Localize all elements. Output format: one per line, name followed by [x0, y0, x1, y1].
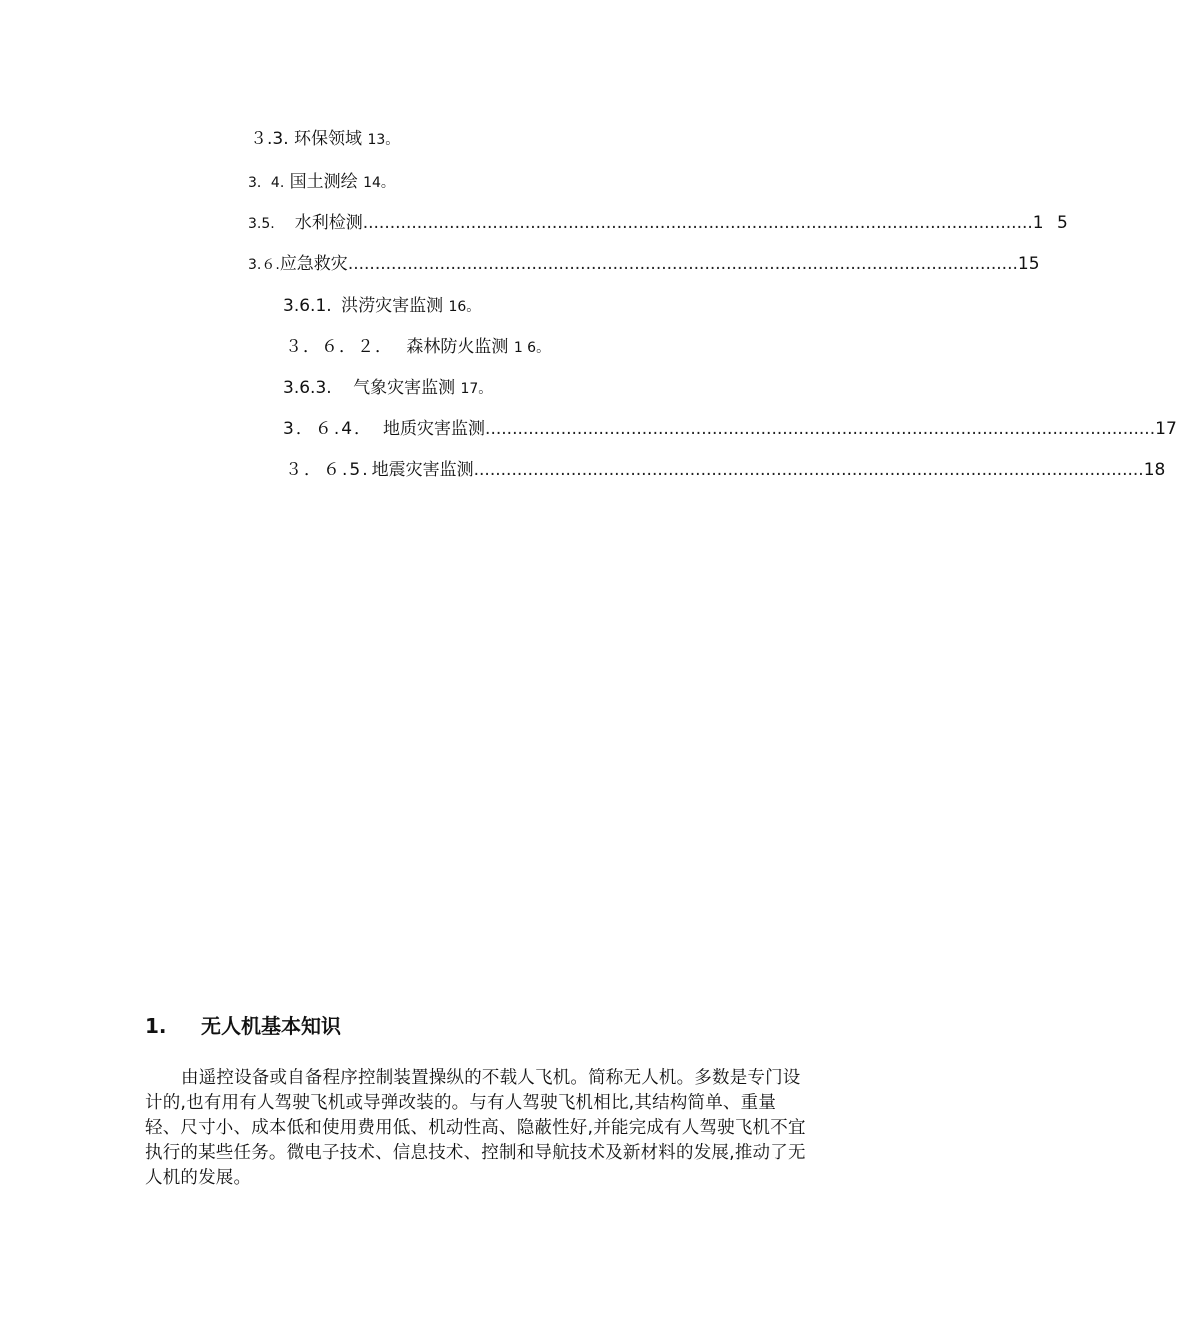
section-heading [145, 1010, 341, 1039]
toc-entry-3-6-1[interactable] [283, 295, 480, 318]
toc-number: 3.6.3. [283, 378, 332, 398]
toc-page: 14。 [363, 175, 395, 191]
toc-title: 应急救灾 [279, 254, 348, 274]
toc-number: 3．６.4． [283, 419, 374, 439]
toc-title: 地震灾害监测 [371, 460, 474, 480]
toc-entry-3-4[interactable] [248, 171, 395, 194]
toc-page: 1 5 [1032, 213, 1072, 233]
toc-number: 3．4. [248, 175, 285, 191]
toc-number: 3.5. [248, 216, 275, 232]
toc-title: 环保领域 [294, 129, 363, 149]
toc-title: 洪涝灾害监测 [341, 296, 444, 316]
toc-page: 18 [1143, 460, 1166, 480]
toc-number: ３．６．２． [285, 337, 393, 357]
toc-page: 13。 [367, 132, 400, 148]
toc-number: 3.６. [248, 257, 280, 273]
toc-title: 地质灾害监测 [383, 419, 486, 439]
toc-number: 3.6.1. [283, 296, 332, 316]
toc-entry-3-6-5[interactable] [285, 459, 1166, 481]
toc-number: ３.3. [250, 129, 289, 149]
section-title: 无人机基本知识 [201, 1014, 341, 1038]
toc-page: 17。 [460, 381, 493, 397]
toc-entry-3-6-3[interactable] [283, 377, 492, 400]
toc-entry-3-5[interactable] [248, 212, 1072, 235]
toc-number: ３．６.5. [285, 460, 370, 480]
toc-page: 1 6。 [513, 340, 551, 356]
toc-entry-3-6-2[interactable] [285, 336, 550, 359]
toc-leader-dots: ............................................................................................................................ [485, 419, 1156, 439]
toc-entry-3-3[interactable] [250, 128, 399, 151]
toc-leader-dots: ............................................................................................................................ [347, 254, 1018, 274]
toc-title: 森林防火监测 [406, 337, 509, 357]
toc-title: 气象灾害监测 [353, 378, 456, 398]
toc-page: 15 [1017, 254, 1040, 274]
toc-page: 17 [1155, 419, 1177, 439]
toc-title: 水利检测 [294, 213, 363, 233]
body-paragraph: 由遥控设备或自备程序控制装置操纵的不载人飞机。简称无人机。多数是专门设计的,也有用有人驾驶飞机或导弹改装的。与有人驾驶飞机相比,其结构简单、重量轻、尺寸小、成本低和使用费用低、机动性高、隐蔽性好,并能完成有人驾驶飞机不宜执行的某些任务。微电子技术、信息技术、控制和导航技术及新材料的发展,推动了无人机的发展。 [145, 1068, 806, 1188]
toc-entry-3-6-4[interactable] [283, 418, 1177, 440]
toc-leader-dots: ............................................................................................................................ [362, 213, 1033, 233]
toc-leader-dots: ............................................................................................................................ [473, 460, 1144, 480]
toc-title: 国土测绘 [289, 172, 358, 192]
toc-entry-3-6[interactable] [248, 253, 1040, 276]
section-number: 1. [145, 1014, 167, 1038]
toc-page: 16。 [448, 299, 481, 315]
